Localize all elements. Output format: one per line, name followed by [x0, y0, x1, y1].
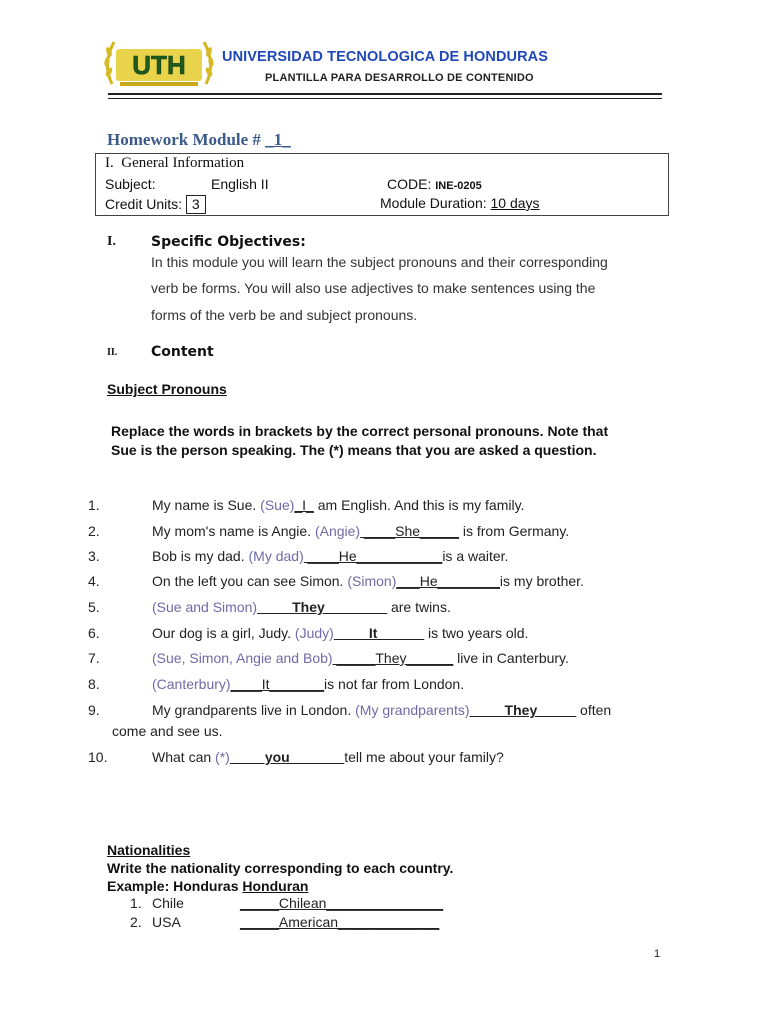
- exercise-answer[interactable]: ____They_____: [469, 702, 577, 718]
- exercise-text: is a waiter.: [442, 548, 509, 564]
- credit-field: [105, 195, 206, 214]
- exercise-hint: (Angie): [314, 523, 361, 539]
- template-title: PLANTILLA PARA DESARROLLO DE CONTENIDO: [265, 72, 534, 84]
- exercise-item: [152, 676, 464, 692]
- exercise-text: is two years old.: [424, 625, 529, 641]
- exercise-number: 10.: [88, 749, 108, 765]
- nationality-country: Chile: [152, 895, 184, 911]
- exercise-text: live in Canterbury.: [453, 650, 569, 666]
- nationality-answer[interactable]: _____American_____________: [240, 914, 440, 930]
- header-rule: [108, 93, 662, 95]
- exercise-item: [152, 702, 611, 718]
- duration-value: 10 days: [490, 195, 540, 211]
- subject-pronouns-heading: Subject Pronouns: [107, 381, 227, 397]
- exercise-continuation: come and see us.: [112, 723, 223, 739]
- code-field: [387, 176, 482, 192]
- nationality-country: USA: [152, 914, 181, 930]
- page-number: 1: [654, 948, 661, 960]
- university-name: UNIVERSIDAD TECNOLOGICA DE HONDURAS: [222, 49, 549, 65]
- objectives-line: In this module you will learn the subject pronouns and their corresponding: [151, 254, 608, 270]
- general-info-title: General Information: [121, 155, 245, 171]
- exercise-number: 1.: [88, 497, 100, 513]
- example-label: Example: Honduras: [107, 878, 243, 894]
- nationality-number: 2.: [130, 914, 142, 930]
- nationality-answer[interactable]: _____Chilean_______________: [240, 895, 444, 911]
- exercise-item: [152, 749, 504, 765]
- exercise-hint: (Simon): [347, 573, 397, 589]
- exercise-text: My mom's name is Angie.: [152, 523, 315, 539]
- exercise-number: 7.: [88, 650, 100, 666]
- exercise-text: Bob is my dad.: [152, 548, 249, 564]
- exercise-text: My grandparents live in London.: [152, 702, 356, 718]
- objectives-line: verb be forms. You will also use adjectives to make sentences using the: [151, 280, 596, 296]
- exercise-text: On the left you can see Simon.: [152, 573, 348, 589]
- exercise-answer[interactable]: _I_: [294, 497, 314, 513]
- objectives-line: forms of the verb be and subject pronouns.: [151, 307, 418, 323]
- duration-field: [380, 195, 540, 211]
- homework-title-label: Homework Module #: [107, 130, 266, 149]
- header-rule-thin: [108, 98, 662, 99]
- exercise-hint: (My dad): [248, 548, 304, 564]
- exercise-hint: (*): [215, 749, 230, 765]
- exercise-text: Our dog is a girl, Judy.: [152, 625, 295, 641]
- exercise-text: is not far from London.: [324, 676, 465, 692]
- exercise-text: is my brother.: [499, 573, 584, 589]
- exercise-text: often: [576, 702, 612, 718]
- nationalities-example: [107, 878, 308, 894]
- credit-label: Credit Units:: [105, 196, 183, 212]
- exercise-answer[interactable]: ____He___________: [303, 548, 443, 564]
- code-label: CODE:: [387, 176, 432, 192]
- general-info-heading: [105, 155, 244, 172]
- example-answer: Honduran: [242, 878, 309, 894]
- exercise-number: 2.: [88, 523, 100, 539]
- exercise-item: [152, 548, 508, 564]
- general-info-num: I.: [105, 155, 114, 171]
- subject-label: Subject:: [105, 176, 156, 192]
- exercise-answer[interactable]: ____you_______: [229, 749, 345, 765]
- exercise-answer[interactable]: _____They______: [332, 650, 454, 666]
- exercise-text: am English. And this is my family.: [313, 497, 525, 513]
- nationality-number: 1.: [130, 895, 142, 911]
- exercise-text: are twins.: [387, 599, 451, 615]
- exercise-item: [152, 573, 584, 589]
- exercise-answer[interactable]: ____It______: [333, 625, 425, 641]
- exercise-answer[interactable]: ___He________: [396, 573, 500, 589]
- exercise-item: [152, 523, 569, 539]
- objectives-title: Specific Objectives:: [151, 234, 306, 250]
- exercise-number: 6.: [88, 625, 100, 641]
- exercise-hint: (Sue): [260, 497, 295, 513]
- exercise-hint: (Judy): [294, 625, 334, 641]
- exercise-hint: (Canterbury): [152, 676, 231, 692]
- exercise-number: 3.: [88, 548, 100, 564]
- nationalities-heading: Nationalities: [107, 842, 191, 858]
- exercise-number: 5.: [88, 599, 100, 615]
- exercise-number: 4.: [88, 573, 100, 589]
- exercise-answer[interactable]: ____It_______: [230, 676, 325, 692]
- subject-pronouns-instruction: Replace the words in brackets by the correct personal pronouns. Note that Sue is the person speaking. The (*) means that you are asked a question.: [111, 423, 609, 458]
- credit-value: 3: [186, 195, 206, 214]
- exercise-hint: (Sue, Simon, Angie and Bob): [152, 650, 333, 666]
- uth-logo: [100, 32, 218, 94]
- exercise-item: [152, 650, 569, 666]
- duration-label: Module Duration:: [380, 195, 487, 211]
- exercise-text: is from Germany.: [458, 523, 570, 539]
- content-num: II.: [107, 347, 118, 358]
- exercise-item: [152, 625, 528, 641]
- homework-title: [107, 130, 291, 150]
- exercise-answer[interactable]: ____She_____: [360, 523, 459, 539]
- exercise-item: [152, 497, 524, 513]
- exercise-text: My name is Sue.: [152, 497, 261, 513]
- exercise-number: 9.: [88, 702, 100, 718]
- exercise-number: 8.: [88, 676, 100, 692]
- code-value: INE-0205: [435, 180, 482, 192]
- exercise-hint: (Sue and Simon): [152, 599, 258, 615]
- logo-text: UTH: [132, 50, 186, 80]
- content-title: Content: [151, 344, 214, 360]
- objectives-num: I.: [107, 234, 116, 249]
- exercise-answer[interactable]: ____They________: [257, 599, 388, 615]
- exercise-hint: (My grandparents): [355, 702, 470, 718]
- nationalities-instruction: Write the nationality corresponding to each country.: [107, 860, 454, 876]
- exercise-text: What can: [152, 749, 216, 765]
- exercise-text: tell me about your family?: [344, 749, 504, 765]
- subject-value: English II: [211, 176, 269, 192]
- exercise-item: [152, 599, 451, 615]
- homework-module-number: _1_: [265, 130, 291, 149]
